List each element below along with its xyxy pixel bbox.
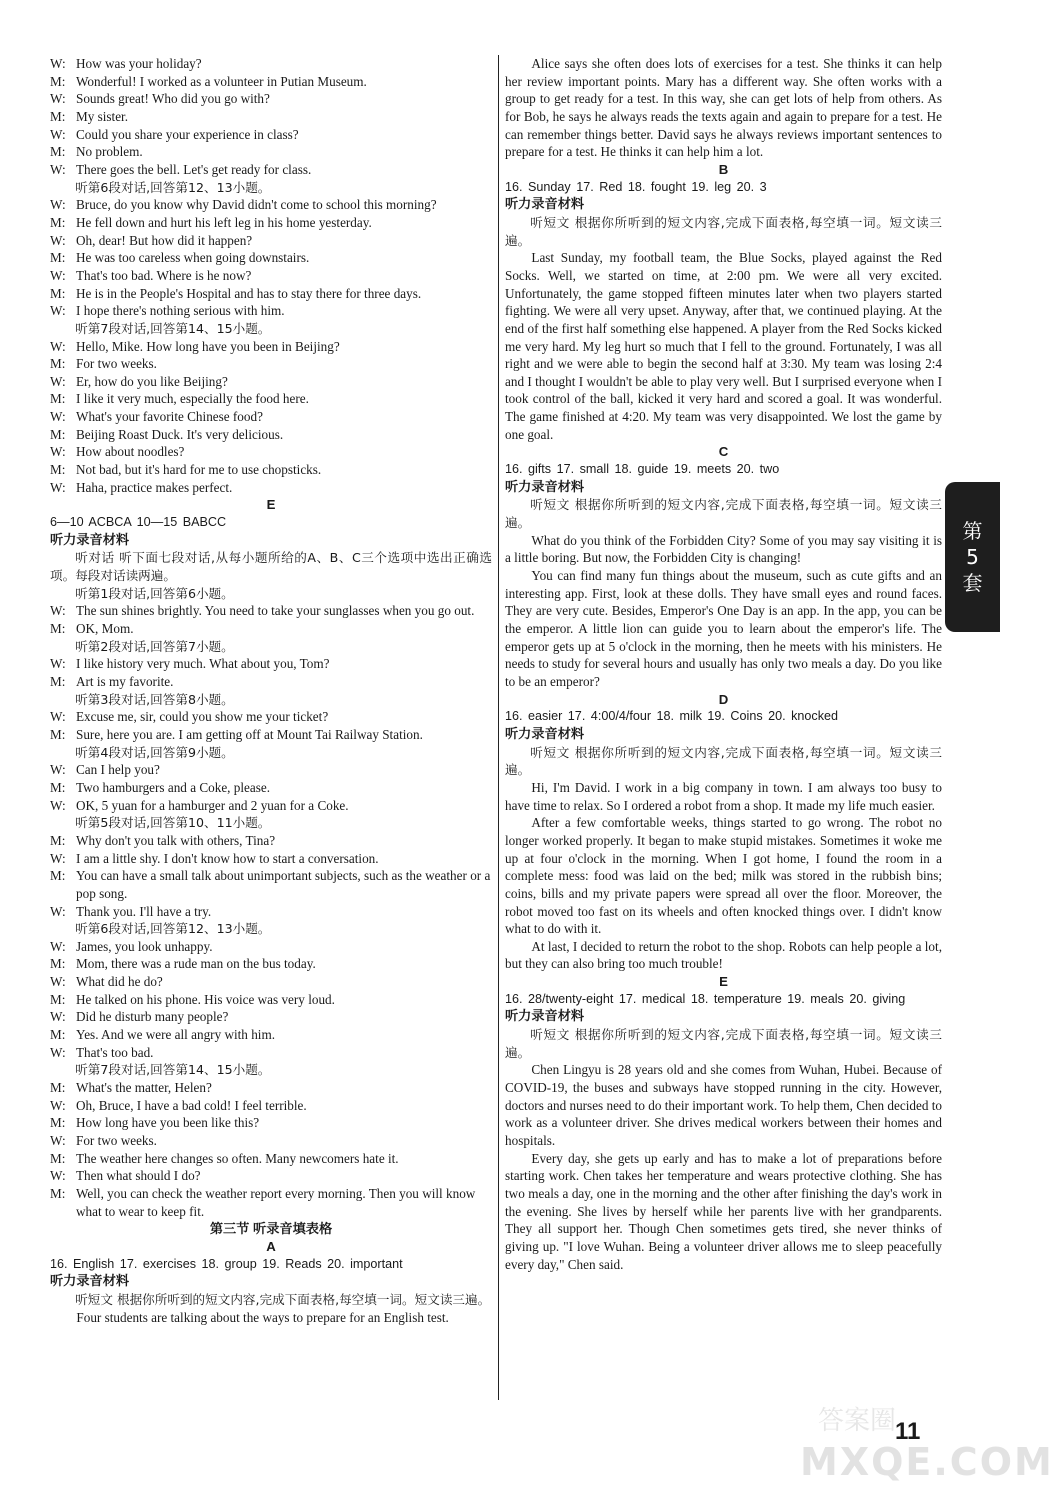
answer-key: 16. English 17. exercises 18. group 19. Reads 20. important <box>50 1256 403 1271</box>
listening-instruction: 听短文 根据你所听到的短文内容,完成下面表格,每空填一词。短文读三遍。 <box>75 1291 491 1307</box>
left-column <box>50 55 492 1326</box>
speaker-label: M: <box>50 73 66 89</box>
section-heading: A <box>266 1238 276 1254</box>
dialogue-line <box>50 1079 492 1097</box>
dialogue-text: How about noodles? <box>76 444 185 460</box>
dialogue-text: Could you share your experience in class? <box>76 126 299 142</box>
dialogue-text: Hello, Mike. How long have you been in Beijing? <box>76 338 340 354</box>
speaker-label: W: <box>50 1009 66 1025</box>
dialogue-line <box>50 249 492 267</box>
dialogue-text: Oh, dear! But how did it happen? <box>76 232 253 248</box>
speaker-label: W: <box>50 850 66 866</box>
instruction-line: 听第1段对话,回答第6小题。 <box>75 585 234 601</box>
dialogue-line <box>50 55 492 73</box>
speaker-label: M: <box>50 285 66 301</box>
dialogue-text: OK, 5 yuan for a hamburger and 2 yuan for a Coke. <box>76 797 349 813</box>
dialogue-line <box>50 673 492 691</box>
dialogue-line <box>50 443 492 461</box>
speaker-label: M: <box>50 621 66 636</box>
speaker-label: M: <box>50 462 66 478</box>
listening-instruction: 听对话 听下面七段对话,从每小题所给的A、B、C三个选项中选出正确选项。每段对话读两遍。 <box>50 550 492 584</box>
dialogue-text: Did he disturb many people? <box>76 1009 229 1025</box>
dialogue-line <box>50 1167 492 1185</box>
dialogue-text: There goes the bell. Let's get ready for class. <box>76 161 312 177</box>
dialogue-text: Wonderful! I worked as a volunteer in Putian Museum. <box>76 73 367 89</box>
answer-key: 16. 28/twenty-eight 17. medical 18. temperature 19. meals 20. giving <box>505 991 906 1006</box>
dialogue-text: I like it very much, especially the food here. <box>76 391 309 407</box>
dialogue-text: Excuse me, sir, could you show me your ticket? <box>76 709 329 725</box>
material-heading: 听力录音材料 <box>505 197 585 213</box>
dialogue-line <box>50 779 492 797</box>
dialogue-line <box>50 1097 492 1115</box>
dialogue-line <box>50 214 492 232</box>
material-heading: 听力录音材料 <box>505 726 585 742</box>
speaker-label: W: <box>50 1044 66 1060</box>
dialogue-text: That's too bad. Where is he now? <box>76 267 252 283</box>
instruction-line: 听第2段对话,回答第7小题。 <box>75 638 234 654</box>
speaker-label: M: <box>50 214 66 230</box>
speaker-label: M: <box>50 726 66 742</box>
instruction-line: 听第6段对话,回答第12、13小题。 <box>75 921 271 937</box>
tab-char-2: 5 <box>966 545 979 569</box>
listening-instruction: 听短文 根据你所听到的短文内容,完成下面表格,每空填一词。短文读三遍。 <box>505 214 942 248</box>
listening-instruction: 听短文 根据你所听到的短文内容,完成下面表格,每空填一词。短文读三遍。 <box>505 744 942 778</box>
dialogue-text: You can have a small talk about unimportant subjects, such as the weather or a pop song. <box>76 868 491 901</box>
speaker-label: M: <box>50 1150 66 1166</box>
speaker-label: M: <box>50 108 66 124</box>
dialogue-line <box>50 1114 492 1132</box>
dialogue-text: He was too careless when going downstairs. <box>76 250 310 266</box>
dialogue-line <box>50 1185 492 1220</box>
dialogue-line <box>50 797 492 815</box>
dialogue-text: Sounds great! Who did you go with? <box>76 91 270 107</box>
speaker-label: W: <box>50 762 66 778</box>
dialogue-line <box>50 143 492 161</box>
speaker-label: M: <box>50 779 66 795</box>
speaker-label: M: <box>50 391 66 407</box>
speaker-label: W: <box>50 603 66 619</box>
paragraph: Hi, I'm David. I work in a big company in town. I am always too busy to have time to relax. So I ordered a robot from a shop. It made my life much easier. <box>505 779 942 813</box>
dialogue-line <box>50 338 492 356</box>
tab-char-1: 第 <box>962 519 983 543</box>
speaker-label: W: <box>50 656 66 672</box>
dialogue-text: Bruce, do you know why David didn't come to school this morning? <box>76 197 437 213</box>
dialogue-line <box>50 73 492 91</box>
speaker-label: M: <box>50 832 66 848</box>
section-heading: D <box>718 691 729 707</box>
speaker-label: M: <box>50 1186 66 1201</box>
dialogue-text: He talked on his phone. His voice was very loud. <box>76 991 335 1007</box>
dialogue-line <box>50 973 492 991</box>
speaker-label: W: <box>50 709 66 725</box>
dialogue-text: Haha, practice makes perfect. <box>76 479 233 495</box>
speaker-label: W: <box>50 938 66 954</box>
dialogue-text: Well, you can check the weather report every morning. Then you will know what to wear to keep fit. <box>76 1186 476 1219</box>
speaker-label: W: <box>50 1097 66 1113</box>
dialogue-text: What's your favorite Chinese food? <box>76 409 263 425</box>
dialogue-text: The weather here changes so often. Many newcomers hate it. <box>76 1150 399 1166</box>
dialogue-line <box>50 761 492 779</box>
speaker-label: W: <box>50 797 66 813</box>
speaker-label: M: <box>50 956 66 972</box>
speaker-label: W: <box>50 232 66 248</box>
dialogue-line <box>50 938 492 956</box>
dialogue-line <box>50 408 492 426</box>
dialogue-line <box>50 161 492 179</box>
speaker-label: M: <box>50 426 66 442</box>
speaker-label: W: <box>50 409 66 425</box>
paragraph: Alice says she often does lots of exercises for a test. She thinks it can help her review important points. Mary has a different way. She often works with a group to get ready for a test. In this way, she can get lots of help from others. As for Bob, he says he always reads the texts again and again to prepare for a test. He can remember things better. David says he always reviews important sentences to prepare for a test. He thinks it can help him a lot. <box>505 56 942 160</box>
instruction-line: 听第7段对话,回答第14、15小题。 <box>75 1062 271 1078</box>
dialogue-line <box>50 903 492 921</box>
dialogue-line <box>50 991 492 1009</box>
paragraph: What do you think of the Forbidden City? Some of you may say visiting it is a little boring. But now, the Forbidden City is changing! <box>505 532 942 566</box>
paragraph: After a few comfortable weeks, things started to go wrong. The robot no longer worked properly. It began to make stupid mistakes. Sometimes it woke me up at four o'clock in the morning. When I got home, I found the room in a complete mess: food was laid on the bed; milk was stored in the rubbish bins; coins, bills and my private papers were spread all over the floor. Moreover, the robot moved too fast on its wheels and often knocked things over. I didn't know what to do with it. <box>505 815 942 937</box>
dialogue-text: Beijing Roast Duck. It's very delicious. <box>76 426 284 442</box>
speaker-label: W: <box>50 338 66 354</box>
speaker-label: W: <box>50 974 66 990</box>
section-heading: E <box>719 974 728 990</box>
dialogue-line <box>50 355 492 373</box>
dialogue-line <box>50 302 492 320</box>
dialogue-line <box>50 602 492 620</box>
dialogue-line <box>50 285 492 303</box>
section-heading: 第三节 听录音填表格 <box>209 1221 333 1237</box>
paragraph: Chen Lingyu is 28 years old and she comes from Wuhan, Hubei. Because of COVID-19, the buses and subways have stopped running in the city. However, doctors and nurses need to do their important work. To help them, Chen decided to work as a volunteer driver. She drives medical workers between their homes and hospitals. <box>505 1062 942 1149</box>
dialogue-line <box>50 867 492 902</box>
dialogue-text: The sun shines brightly. You need to take your sunglasses when you go out. <box>76 603 475 619</box>
material-heading: 听力录音材料 <box>505 1009 585 1025</box>
dialogue-text: That's too bad. <box>76 1044 154 1060</box>
dialogue-line <box>50 373 492 391</box>
section-heading: C <box>718 444 729 460</box>
dialogue-line <box>50 655 492 673</box>
speaker-label: W: <box>50 373 66 389</box>
section-heading: B <box>718 161 729 177</box>
dialogue-line <box>50 108 492 126</box>
speaker-label: M: <box>50 356 66 372</box>
dialogue-line <box>50 126 492 144</box>
dialogue-line <box>50 832 492 850</box>
material-heading: 听力录音材料 <box>50 1274 130 1290</box>
dialogue-text: Then what should I do? <box>76 1168 201 1184</box>
column-divider <box>498 55 499 1400</box>
dialogue-text: My sister. <box>76 108 129 124</box>
instruction-line: 听第5段对话,回答第10、11小题。 <box>75 815 271 831</box>
dialogue-text: James, you look unhappy. <box>76 938 213 954</box>
dialogue-text: Two hamburgers and a Coke, please. <box>76 779 271 795</box>
material-heading: 听力录音材料 <box>505 479 585 495</box>
answer-key: 16. easier 17. 4:00/4/four 18. milk 19. Coins 20. knocked <box>505 709 839 724</box>
dialogue-line <box>50 1044 492 1062</box>
paragraph: Every day, she gets up early and has to make a lot of preparations before starting work. Chen takes her temperature and wears protective clothing. She has two meals a day, one in the morning and the other after finishing the day's work in the evening. She lives by herself while her parents live with her grandparents. They all support her. Though Chen sometimes gets tired, she never thinks of giving up. "I love Wuhan. Being a volunteer driver allows me to sleep peacefully every day," Chen said. <box>505 1150 942 1272</box>
speaker-label: W: <box>50 1133 66 1149</box>
answer-key: 16. Sunday 17. Red 18. fought 19. leg 20. 3 <box>505 179 767 194</box>
dialogue-line <box>50 461 492 479</box>
speaker-label: W: <box>50 1168 66 1184</box>
dialogue-line <box>50 726 492 744</box>
right-column <box>505 55 942 1273</box>
speaker-label: M: <box>50 1080 66 1096</box>
dialogue-text: How long have you been like this? <box>76 1115 260 1131</box>
dialogue-line <box>50 850 492 868</box>
answer-key: 16. gifts 17. small 18. guide 19. meets 20. two <box>505 462 780 477</box>
dialogue-line <box>50 1132 492 1150</box>
dialogue-line <box>50 267 492 285</box>
dialogue-text: Not bad, but it's hard for me to use chopsticks. <box>76 462 322 478</box>
section-tab <box>945 482 1000 632</box>
paragraph: Last Sunday, my football team, the Blue Socks, played against the Red Socks. Well, we started on time, at 2:00 pm. We were all very excited. Unfortunately, the game stopped fifteen minutes later when two players started fighting. We were all very upset. Anyway, after that, we continued playing. At the end of the first half something else happened. A player from the Red Socks kicked me very hard. My leg hurt so much that I fell to the ground. Fortunately, I was all right and we were able to begin the second half at 3:30. My team was losing 2:4 and I thought I wouldn't be able to play very well. But I surprised everyone when I took control of the ball, kicked it very hard and scored a goal. It was wonderful. The game finished at 4:20. My team was very disappointed. We lost the game by one goal. <box>505 250 942 442</box>
speaker-label: W: <box>50 161 66 177</box>
speaker-label: W: <box>50 91 66 107</box>
dialogue-text: How was your holiday? <box>76 56 202 71</box>
dialogue-text: Sure, here you are. I am getting off at Mount Tai Railway Station. <box>76 726 423 742</box>
dialogue-text: Er, how do you like Beijing? <box>76 373 228 389</box>
speaker-label: W: <box>50 444 66 460</box>
instruction-line: 听第4段对话,回答第9小题。 <box>75 744 234 760</box>
listening-instruction: 听短文 根据你所听到的短文内容,完成下面表格,每空填一词。短文读三遍。 <box>505 1027 942 1060</box>
dialogue-line <box>50 426 492 444</box>
dialogue-line <box>50 232 492 250</box>
dialogue-text: For two weeks. <box>76 1133 157 1149</box>
dialogue-text: I am a little shy. I don't know how to start a conversation. <box>76 850 379 866</box>
paragraph: Four students are talking about the ways to prepare for an English test. <box>76 1309 449 1325</box>
dialogue-text: I like history very much. What about you, Tom? <box>76 656 330 672</box>
watermark: MXQE.COM <box>800 1440 1054 1484</box>
speaker-label: W: <box>50 56 66 71</box>
instruction-line: 听第3段对话,回答第8小题。 <box>75 691 234 707</box>
dialogue-text: No problem. <box>76 144 143 160</box>
answer-key: 6—10 ACBCA 10—15 BABCC <box>50 515 227 530</box>
dialogue-text: For two weeks. <box>76 356 157 372</box>
dialogue-text: Mom, there was a rude man on the bus today. <box>76 956 316 972</box>
dialogue-line <box>50 1008 492 1026</box>
dialogue-line <box>50 196 492 214</box>
speaker-label: M: <box>50 144 66 160</box>
watermark-logo: 答案圈 <box>818 1406 897 1436</box>
dialogue-text: He is in the People's Hospital and has to stay there for three days. <box>76 285 422 301</box>
dialogue-line <box>50 708 492 726</box>
speaker-label: W: <box>50 903 66 919</box>
speaker-label: M: <box>50 868 66 884</box>
material-heading: 听力录音材料 <box>50 532 130 548</box>
dialogue-text: Yes. And we were all angry with him. <box>76 1027 276 1043</box>
dialogue-text: What did he do? <box>76 974 163 990</box>
section-heading: E <box>266 497 276 513</box>
speaker-label: W: <box>50 479 66 495</box>
listening-instruction: 听短文 根据你所听到的短文内容,完成下面表格,每空填一词。短文读三遍。 <box>505 497 942 531</box>
dialogue-line <box>50 1026 492 1044</box>
dialogue-text: Why don't you talk with others, Tina? <box>76 832 276 848</box>
speaker-label: W: <box>50 126 66 142</box>
dialogue-text: He fell down and hurt his left leg in his home yesterday. <box>76 214 372 230</box>
speaker-label: W: <box>50 303 66 319</box>
dialogue-line <box>50 1150 492 1168</box>
dialogue-text: Can I help you? <box>76 762 160 778</box>
speaker-label: M: <box>50 1115 66 1131</box>
page-number: 11 <box>895 1418 921 1445</box>
paragraph: You can find many fun things about the museum, such as cute gifts and an interesting app. First, look at these dolls. They have small eyes and round faces. They are very cute. Besides, Emperor's One Day is an app. In the app, you can be the emperor. A little lion can guide you to learn about the emperor's life. The emperor gets up at 5 o'clock in the morning, then he meets with his ministers. He needs to study for several hours and usually has only two meals a day. Do you like to be an emperor? <box>505 568 942 689</box>
speaker-label: M: <box>50 1027 66 1043</box>
dialogue-text: Oh, Bruce, I have a bad cold! I feel terrible. <box>76 1097 307 1113</box>
instruction-line: 听第6段对话,回答第12、13小题。 <box>75 179 271 195</box>
dialogue-line <box>50 620 492 638</box>
speaker-label: W: <box>50 197 66 213</box>
dialogue-line <box>50 390 492 408</box>
dialogue-text: What's the matter, Helen? <box>76 1080 212 1096</box>
dialogue-text: Art is my favorite. <box>76 673 174 689</box>
speaker-label: M: <box>50 250 66 266</box>
instruction-line: 听第7段对话,回答第14、15小题。 <box>75 320 271 336</box>
speaker-label: W: <box>50 267 66 283</box>
tab-char-3: 套 <box>962 571 983 595</box>
dialogue-text: I hope there's nothing serious with him. <box>76 303 285 319</box>
speaker-label: M: <box>50 991 66 1007</box>
speaker-label: M: <box>50 673 66 689</box>
dialogue-line <box>50 479 492 497</box>
dialogue-line <box>50 90 492 108</box>
dialogue-text: OK, Mom. <box>76 621 134 636</box>
dialogue-text: Thank you. I'll have a try. <box>76 903 212 919</box>
paragraph: At last, I decided to return the robot to the shop. Robots can help people a lot, but they can also bring too much trouble! <box>505 938 942 972</box>
dialogue-line <box>50 955 492 973</box>
